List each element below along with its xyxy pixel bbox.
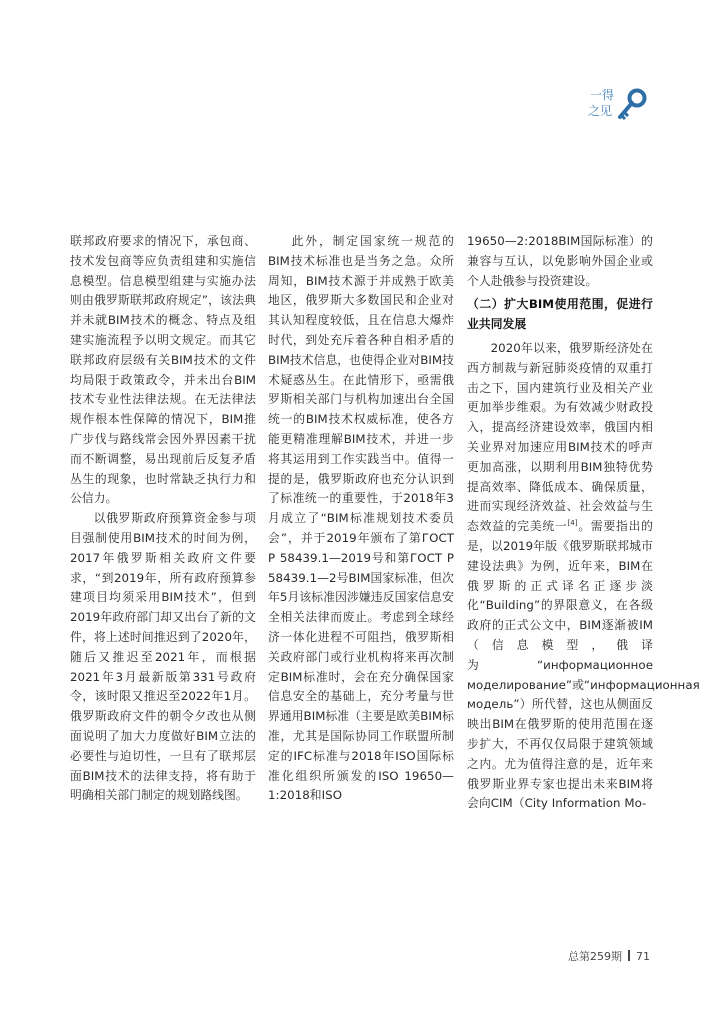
citation-ref: [4]	[567, 519, 578, 528]
section-heading: （二）扩大BIM使用范围，促进行业共同发展	[467, 297, 653, 332]
paragraph	[467, 339, 700, 814]
text-column-middle	[268, 232, 454, 806]
paragraph: 联邦政府要求的情况下，承包商、技术发包商等应负责组建和实施信息模型。信息模型组建与实施办法则由俄罗斯联邦政府规定”，该法典并未就BIM技术的概念、特点及组建实施流程予以明文规定。而其它联邦政府层级有关BIM技术的文件均局限于政策政令，并未出台BIM技术专业性法律法规。在无法律法规作根本性保障的情况下，BIM推广步伐与路线常会因外界因素干扰而不断调整，易出现前后反复矛盾丛生的现象，也时常缺乏执行力和公信力。	[70, 234, 256, 506]
key-icon	[616, 88, 648, 122]
paragraph: 19650—2:2018BIM国际标准）的兼容与互认，以免影响外国企业或个人赴俄参与投资建设。	[467, 234, 653, 288]
footer-divider	[628, 950, 630, 961]
paragraph-text: 2020年以来，俄罗斯经济处在西方制裁与新冠肺炎疫情的双重打击之下，国内建筑行业及相关产业更加举步维艰。为有效减少财政投入，提高经济建设效率，俄国内相关业界对加速应用BIM技术的呼声更加高涨，以期利用BIM独特优势提高效率、降低成本、确保质量，进而实现经济效益、社会效益与生态效益的完美统一	[467, 340, 653, 534]
text-column-right	[467, 232, 700, 814]
page-number: 71	[636, 950, 650, 963]
badge-label-line1: 一得	[590, 88, 615, 102]
page-footer	[568, 948, 650, 964]
paragraph: 此外，制定国家统一规范的BIM技术标准也是当务之急。众所周知，BIM技术源于并成熟于欧美地区，俄罗斯大多数国民和企业对其认知程度较低，且在信息大爆炸时代，到处充斥着各种自相矛盾的BIM技术信息，也使得企业对BIM技术疑惑丛生。在此情形下，亟需俄罗斯相关部门与机构加速出台全国统一的BIM技术权威标准，使各方能更精准理解BIM技术，并进一步将其运用到工作实践当中。值得一提的是，俄罗斯政府也充分认识到了标准统一的重要性，于2018年3月成立了“BIM标准规划技术委员会”，并于2019年颁布了第ГОСТ Р 58439.1—2019号和第ГОСТ Р 58439.1—2号BIM国家标准，但次年5月该标准因涉嫌违反国家信息安全相关法律而废止。考虑到全球经济一体化进程不可阻挡，俄罗斯相关政府部门或行业机构将来再次制定BIM标准时，会在充分确保国家信息安全的基础上，充分考量与世界通用BIM标准（主要是欧美BIM标准，尤其是国际协同工作联盟所制定的IFC标准与2018年ISO国际标准化组织所颁发的ISO 19650—1:2018和ISO	[268, 234, 454, 803]
column-badge	[588, 88, 658, 128]
paragraph: 以俄罗斯政府预算资金参与项目强制使用BIM技术的时间为例，2017年俄罗斯相关政府文件要求，“到2019年，所有政府预算参建项目均须采用BIM技术”，但到2019年政府部门却又出台了新的文件，将上述时间推迟到了2020年，随后又推迟至2021年，而根据2021年3月最新版第331号政府令，该时限又推迟至2022年1月。俄罗斯政府文件的朝令夕改也从侧面说明了加大力度做好BIM立法的必要性与迫切性，一旦有了联邦层面BIM技术的法律支持，将有助于明确相关部门制定的规划路线图。	[70, 511, 256, 803]
paragraph-text: 。需要指出的是，以2019年版《俄罗斯联邦城市建设法典》为例，近年来，BIM在俄罗斯的正式译名正逐步淡化“Building”的界限意义，在各级政府的正式公文中，BIM逐渐被IM（信息模型，俄译为“информационное моделирование”或“информационная модель”）所代替，这也从侧面反映出BIM在俄罗斯的使用范围在逐步扩大，不再仅仅局限于建筑领域之内。尤为值得注意的是，近年来俄罗斯业界专家也提出未来BIM将会向CIM（City Information Mo-	[467, 519, 700, 811]
text-column-left	[70, 232, 256, 806]
issue-number: 总第259期	[568, 950, 622, 963]
badge-label-line2: 之见	[588, 104, 613, 118]
